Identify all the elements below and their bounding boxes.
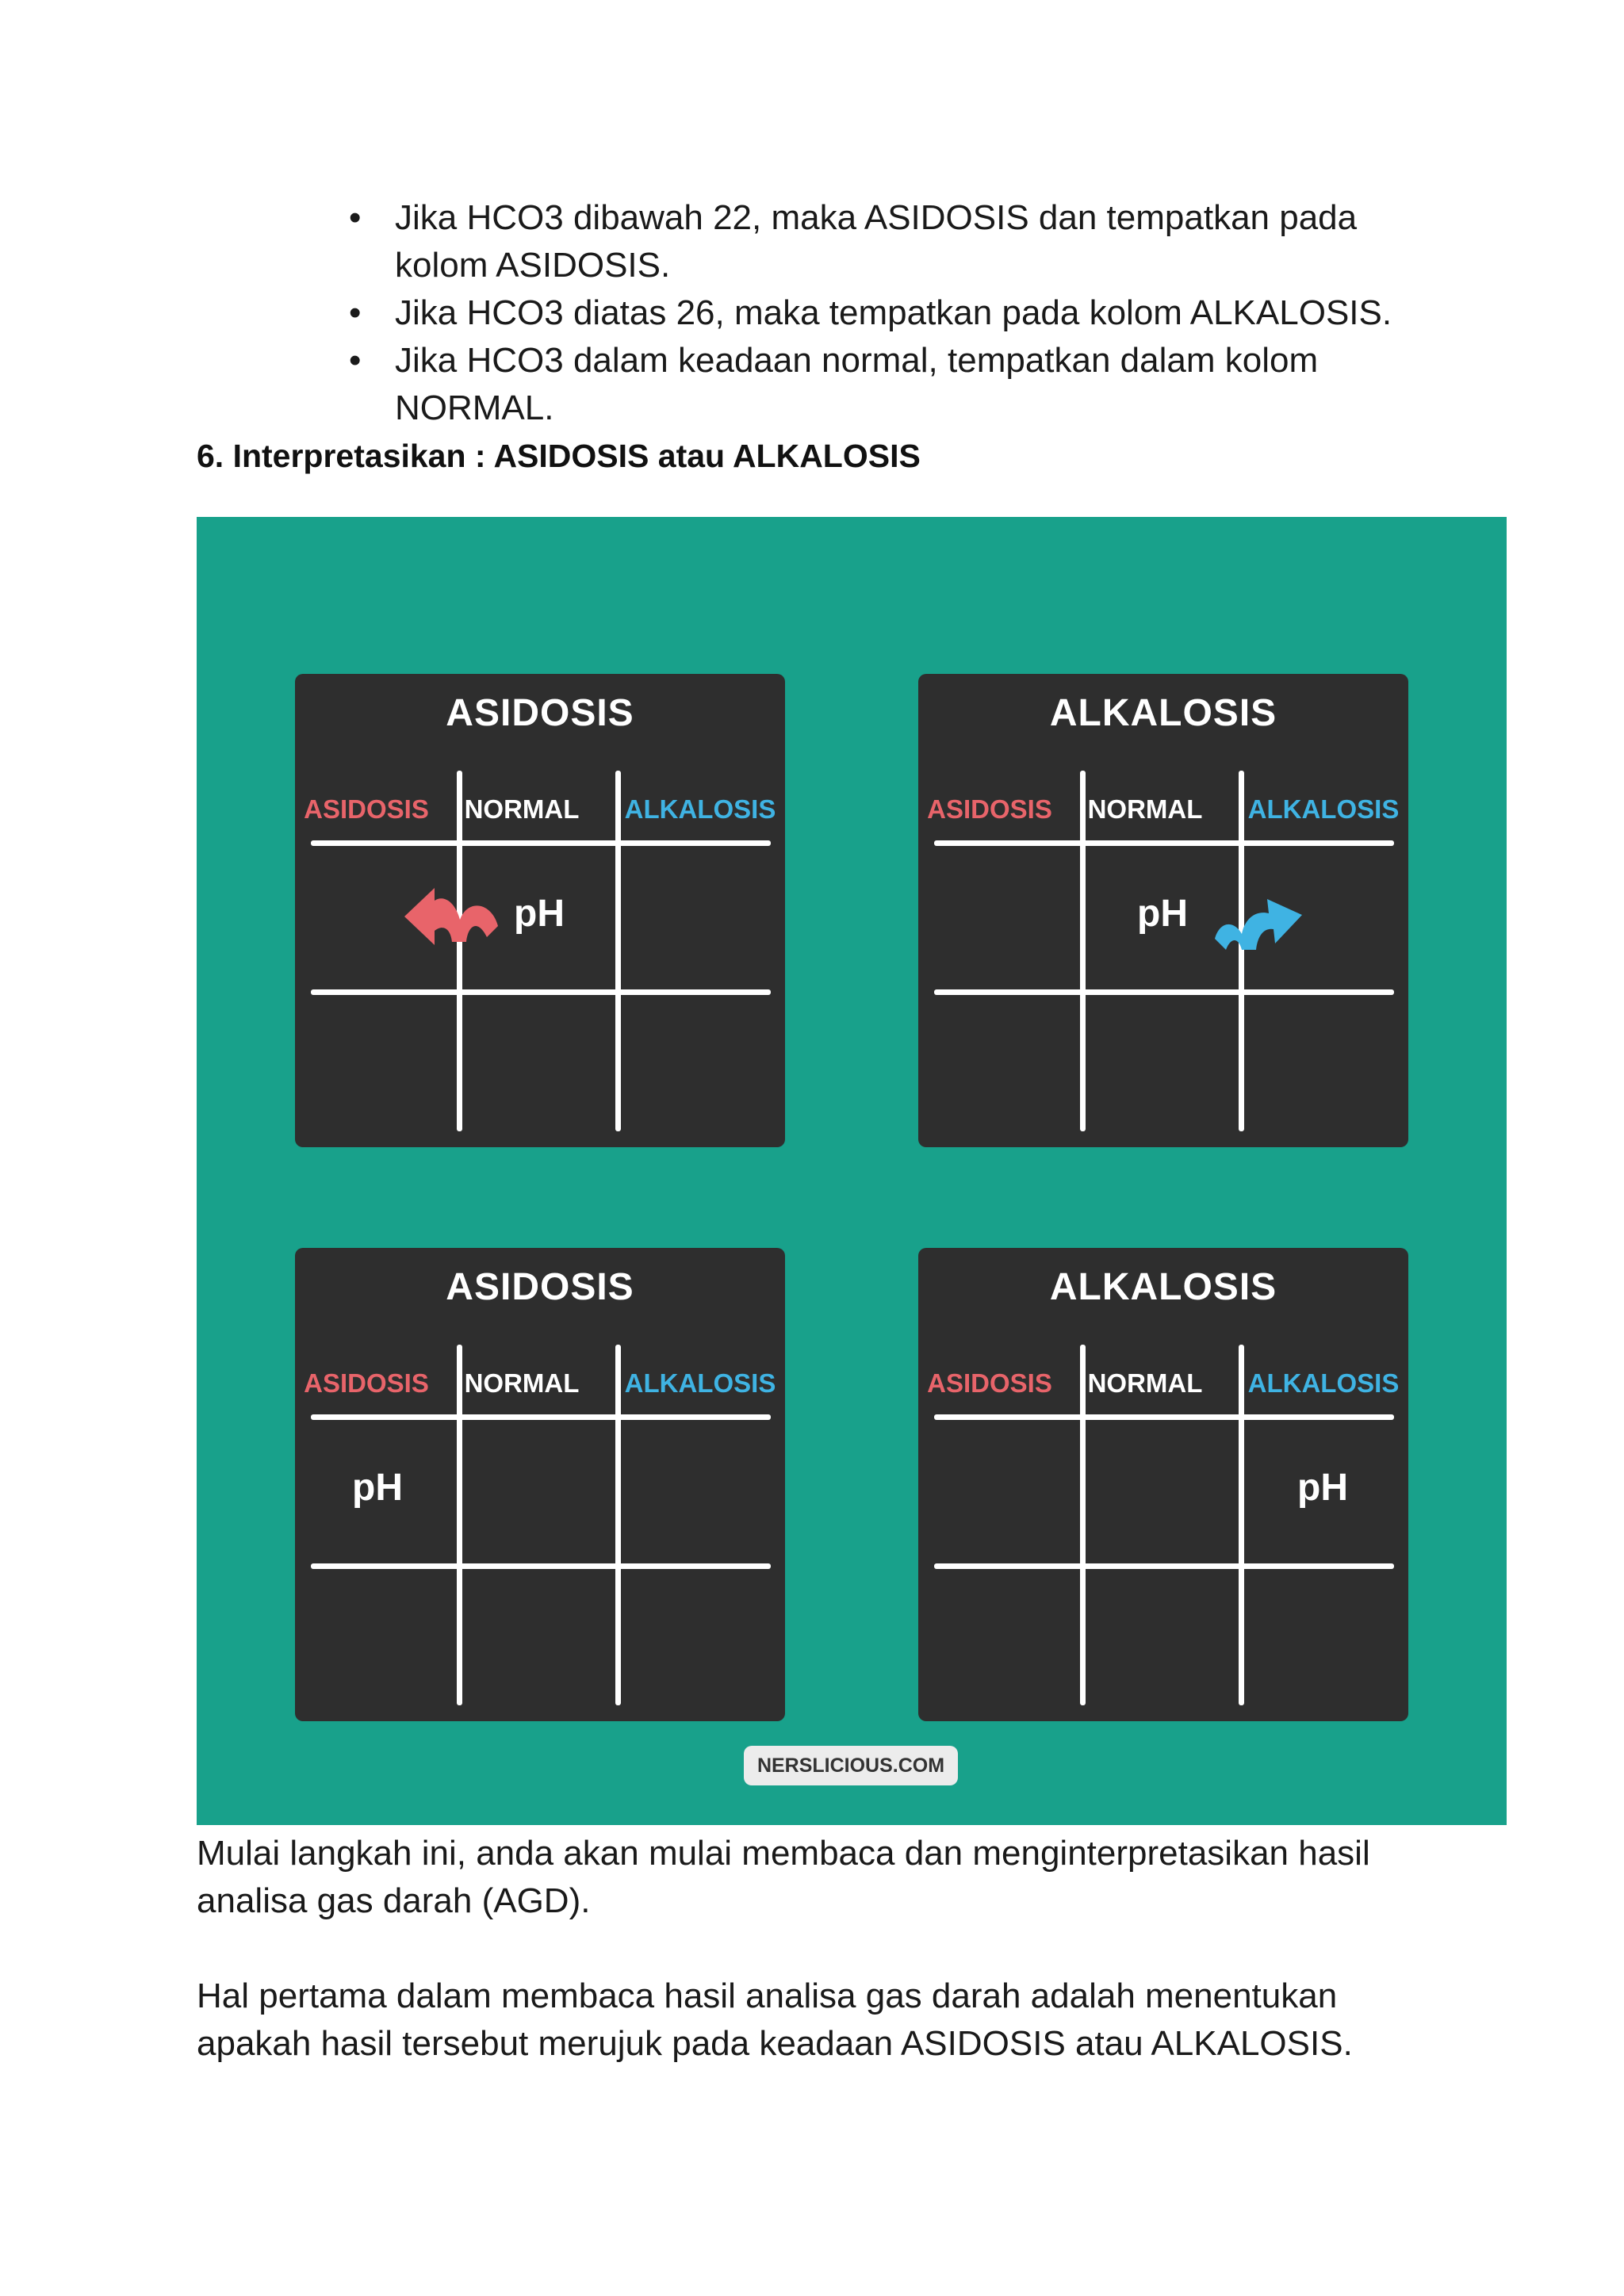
panel-asidosis-top bbox=[295, 674, 785, 1147]
grid-line bbox=[1239, 1345, 1244, 1705]
bullet-text: Jika HCO3 dibawah 22, maka ASIDOSIS dan tempatkan pada kolom ASIDOSIS. bbox=[395, 198, 1358, 285]
column-label-asidosis: ASIDOSIS bbox=[927, 794, 1052, 824]
grid-line bbox=[615, 1345, 621, 1705]
column-label-alkalosis: ALKALOSIS bbox=[1247, 794, 1400, 824]
bullet-item bbox=[349, 337, 1459, 432]
grid-line bbox=[311, 989, 771, 995]
grid-line bbox=[934, 840, 1394, 846]
grid-line bbox=[1080, 771, 1086, 1131]
grid-line bbox=[457, 1345, 462, 1705]
red-left-arrow-icon bbox=[404, 878, 508, 966]
grid-line bbox=[1080, 1345, 1086, 1705]
bullet-text: Jika HCO3 diatas 26, maka tempatkan pada kolom ALKALOSIS. bbox=[395, 293, 1392, 332]
watermark-badge: NERSLICIOUS.COM bbox=[744, 1746, 958, 1785]
panel-title: ALKALOSIS bbox=[1049, 1266, 1277, 1308]
bullet-item bbox=[349, 194, 1459, 289]
column-label-normal: NORMAL bbox=[1087, 794, 1203, 824]
column-label-asidosis: ASIDOSIS bbox=[927, 1368, 1052, 1398]
panel-title: ASIDOSIS bbox=[446, 1266, 634, 1308]
paragraph: Mulai langkah ini, anda akan mulai membaca dan menginterpretasikan hasil analisa gas darah (AGD). bbox=[197, 1834, 1370, 1920]
grid-line bbox=[934, 1414, 1394, 1420]
grid-line bbox=[934, 989, 1394, 995]
bullet-text: Jika HCO3 dalam keadaan normal, tempatkan dalam kolom NORMAL. bbox=[395, 341, 1319, 427]
grid-line bbox=[934, 1563, 1394, 1569]
grid-line bbox=[615, 771, 621, 1131]
panel-title: ALKALOSIS bbox=[1049, 692, 1277, 734]
bullet-dot: • bbox=[349, 293, 362, 332]
column-label-alkalosis: ALKALOSIS bbox=[1247, 1368, 1400, 1398]
column-label-alkalosis: ALKALOSIS bbox=[624, 794, 776, 824]
acid-base-figure bbox=[197, 517, 1507, 1825]
bullet-item bbox=[349, 289, 1459, 337]
ph-label: pH bbox=[514, 893, 565, 935]
column-label-asidosis: ASIDOSIS bbox=[304, 794, 429, 824]
panel-asidosis-bottom bbox=[295, 1248, 785, 1721]
panel-title: ASIDOSIS bbox=[446, 692, 634, 734]
grid-line bbox=[311, 1563, 771, 1569]
column-label-asidosis: ASIDOSIS bbox=[304, 1368, 429, 1398]
column-label-normal: NORMAL bbox=[464, 1368, 580, 1398]
bullet-list bbox=[349, 194, 1459, 432]
ph-label: pH bbox=[1137, 893, 1188, 935]
column-label-normal: NORMAL bbox=[464, 794, 580, 824]
bullet-dot: • bbox=[349, 198, 362, 237]
paragraph: Hal pertama dalam membaca hasil analisa gas darah adalah menentukan apakah hasil tersebut merujuk pada keadaan ASIDOSIS atau ALKALOSIS. bbox=[197, 1976, 1353, 2063]
bullet-dot: • bbox=[349, 341, 362, 380]
grid-line bbox=[311, 1414, 771, 1420]
section-heading: 6. Interpretasikan : ASIDOSIS atau ALKALOSIS bbox=[197, 438, 921, 474]
blue-right-arrow-icon bbox=[1212, 882, 1307, 961]
column-label-normal: NORMAL bbox=[1087, 1368, 1203, 1398]
panel-alkalosis-top bbox=[918, 674, 1408, 1147]
ph-label: pH bbox=[352, 1467, 403, 1509]
grid-line bbox=[311, 840, 771, 846]
column-label-alkalosis: ALKALOSIS bbox=[624, 1368, 776, 1398]
panel-alkalosis-bottom bbox=[918, 1248, 1408, 1721]
ph-label: pH bbox=[1297, 1467, 1348, 1509]
